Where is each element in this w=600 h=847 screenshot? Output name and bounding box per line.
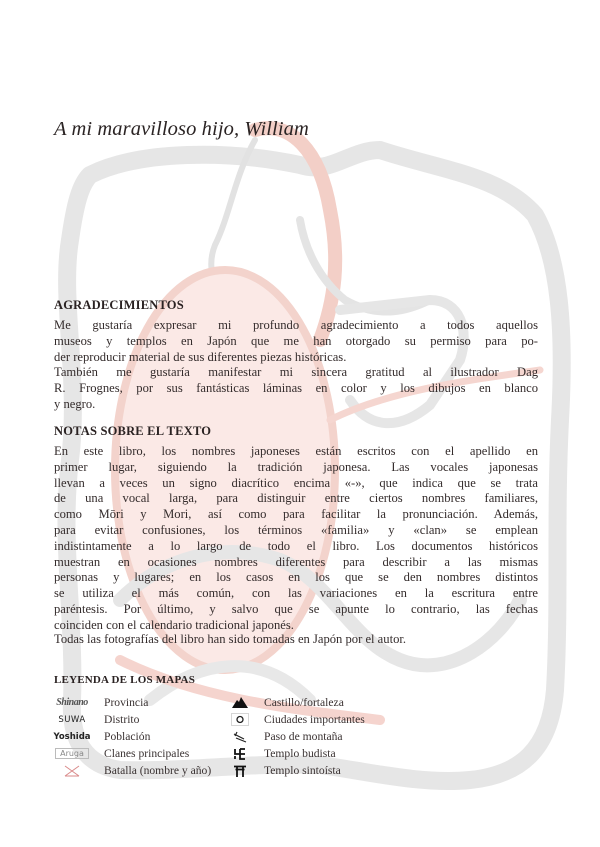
text-line: indistintamente a lo largo de todo el libro. Los documentos históricos	[54, 538, 538, 553]
notes-heading: NOTAS SOBRE EL TEXTO	[54, 424, 212, 438]
legend-label: Distrito	[104, 713, 140, 726]
legend-label: Provincia	[104, 696, 149, 709]
legend-label: Paso de montaña	[264, 730, 343, 743]
text-line: En este libro, los nombres japoneses están escritos con el apellido en	[54, 444, 538, 458]
legend-label: Ciudades importantes	[264, 713, 365, 726]
text-line: para evitar confusiones, los términos «familia» y «clan» se emplean	[54, 522, 538, 537]
text-line: personas y lugares; en los casos en los que se den nombres distintos	[54, 570, 538, 585]
text-line: como Mōri y Mori, así como para facilitar la pronunciación. Además,	[54, 507, 538, 522]
text-line: se utiliza el más común, con las variaciones en la escritura entre	[54, 586, 538, 601]
clan-box-icon: Aruga	[55, 748, 89, 759]
district-caps-icon: SUWA	[58, 714, 86, 725]
legend-item-budista	[228, 745, 365, 762]
legend-item-castillo	[228, 694, 365, 711]
legend-label: Templo budista	[264, 747, 336, 760]
dedication: A mi maravilloso hijo, William	[54, 118, 309, 140]
legend-item-poblacion	[50, 728, 211, 745]
legend-label: Templo sintoísta	[264, 764, 341, 777]
legend-item-distrito	[50, 711, 211, 728]
town-bold-icon: Yoshida	[53, 731, 91, 742]
legend-label: Castillo/fortaleza	[264, 696, 344, 709]
text-line: R. Frognes, por sus fantásticas láminas en color y los dibujos en blanco	[54, 381, 538, 396]
text-line: y negro.	[54, 396, 96, 411]
legend-item-sintoista	[228, 762, 365, 779]
photos-note	[54, 632, 538, 648]
legend-item-clanes	[50, 745, 211, 762]
text-line: Me gustaría expresar mi profundo agradecimiento a todos aquellos	[54, 318, 538, 332]
map-legend-left	[50, 694, 211, 779]
text-line: de una vocal larga, para distinguir entre ciertos nombres familiares,	[54, 491, 538, 506]
notes-text	[54, 444, 538, 634]
battle-crossed-swords-icon	[50, 765, 94, 777]
text-line: der reproducir material de sus diferentes piezas históricas.	[54, 349, 347, 364]
legend-label: Población	[104, 730, 151, 743]
text-line: primer lugar, siguiendo la tradición japonesa. Las vocales japonesas	[54, 459, 538, 474]
buddhist-temple-icon	[228, 748, 252, 760]
mountain-pass-icon	[228, 731, 252, 743]
acknowledgements-heading: AGRADECIMIENTOS	[54, 298, 184, 312]
legend-item-provincia	[50, 694, 211, 711]
legend-label: Batalla (nombre y año)	[104, 764, 212, 777]
acknowledgements-text	[54, 318, 538, 413]
map-legend-right	[228, 694, 365, 779]
text-line: llevan a veces un signo diacrítico encima «-», que indica que se trata	[54, 475, 538, 490]
legend-label: Clanes principales	[104, 747, 190, 760]
text-line: paréntesis. Por último, y salvo que se apunte lo contrario, las fechas	[54, 601, 538, 616]
text-line: Todas las fotografías del libro han sido tomadas en Japón por el autor.	[54, 632, 407, 646]
legend-item-ciudades	[228, 711, 365, 728]
map-legend-heading: LEYENDA DE LOS MAPAS	[54, 674, 196, 686]
city-circle-icon	[228, 713, 252, 726]
shinto-shrine-torii-icon	[228, 765, 252, 777]
legend-item-paso	[228, 728, 365, 745]
text-line: coinciden con el calendario tradicional japonés.	[54, 617, 294, 632]
castle-mountain-icon	[228, 697, 252, 708]
legend-item-batalla	[50, 762, 211, 779]
text-line: museos y templos en Japón que me han otorgado su permiso para po-	[54, 333, 538, 348]
province-script-icon: Shinano	[56, 697, 88, 708]
text-line: muestran en ocasiones nombres diferentes para describir a las mismas	[54, 554, 538, 569]
text-line: También me gustaría manifestar mi sincera gratitud al ilustrador Dag	[54, 365, 538, 380]
